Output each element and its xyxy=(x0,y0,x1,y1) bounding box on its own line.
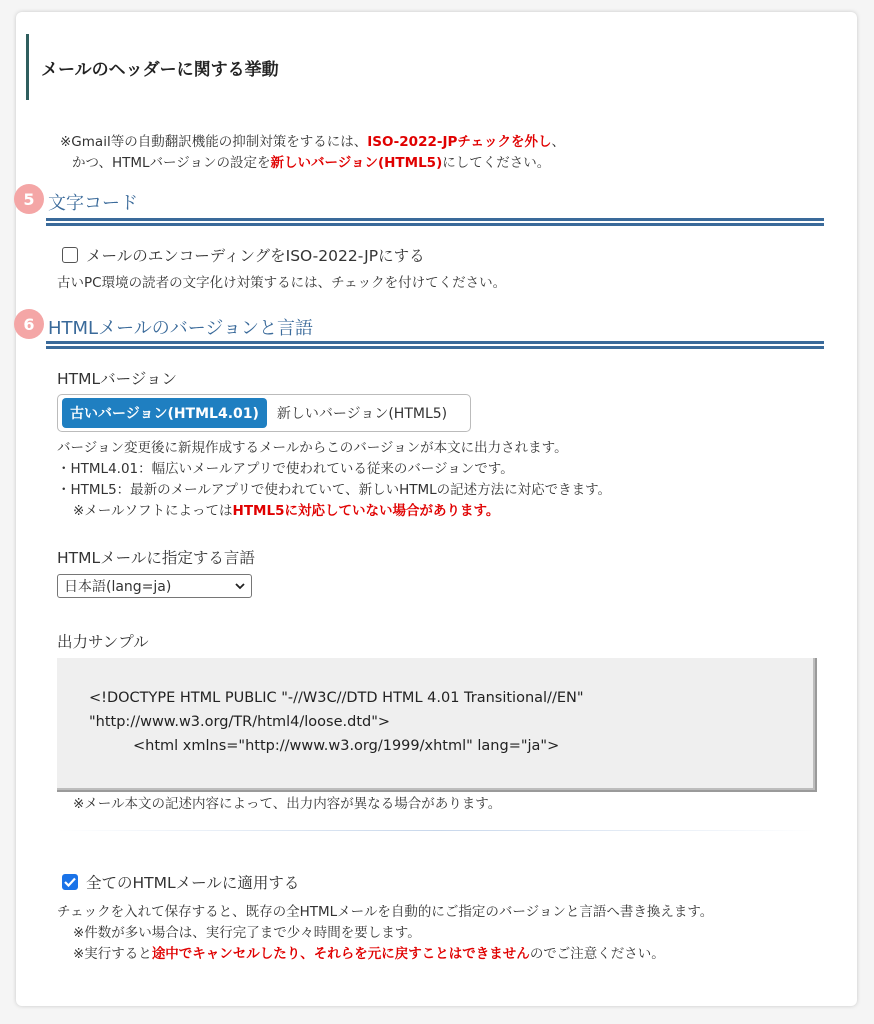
version-desc-4 xyxy=(57,501,611,522)
encoding-title: 文字コード xyxy=(48,193,138,214)
version-desc-4-prefix: ※メールソフトによっては xyxy=(73,503,233,519)
apply-all-desc-3-red: 途中でキャンセルしたり、それらを元に戻すことはできません xyxy=(151,946,530,962)
html-section-divider xyxy=(46,341,824,349)
apply-all-desc-3 xyxy=(57,944,713,965)
encoding-checkbox-label[interactable]: メールのエンコーディングをISO-2022-JPにする xyxy=(86,247,425,265)
html-section-title: HTMLメールのバージョンと言語 xyxy=(48,318,314,339)
encoding-help: 古いPC環境の読者の文字化け対策するには、チェックを付けてください。 xyxy=(57,275,507,291)
sample-line-3: <html xmlns="http://www.w3.org/1999/xhtml" lang="ja"> xyxy=(133,738,560,754)
version-option-html401[interactable]: 古いバージョン(HTML4.01) xyxy=(62,398,267,428)
step-6-number: 6 xyxy=(23,314,35,334)
apply-all-description xyxy=(57,902,713,965)
sample-code-box xyxy=(57,658,817,792)
notice-line2-suffix: にしてください。 xyxy=(442,155,551,171)
notice-line2-prefix: かつ、HTMLバージョンの設定を xyxy=(72,155,271,171)
encoding-divider xyxy=(46,218,824,226)
version-desc-2: ・HTML4.01：幅広いメールアプリで使われている従来のバージョンです。 xyxy=(57,461,514,477)
encoding-checkbox[interactable] xyxy=(62,247,78,263)
notice-text xyxy=(60,132,565,174)
apply-all-desc-3-suffix: のでご注意ください。 xyxy=(529,946,665,962)
sample-line-2: "http://www.w3.org/TR/html4/loose.dtd"> xyxy=(89,714,391,730)
section-title xyxy=(26,34,279,100)
chevron-down-icon xyxy=(235,578,245,594)
html-version-toggle xyxy=(57,394,471,432)
notice-line1-suffix: 、 xyxy=(551,134,565,150)
apply-all-desc-1: チェックを入れて保存すると、既存の全HTMLメールを自動的にご指定のバージョンと言語へ書き換えます。 xyxy=(57,904,714,920)
check-icon xyxy=(64,877,76,887)
section-title-text: メールのヘッダーに関する挙動 xyxy=(41,59,279,80)
version-desc-4-red: HTML5に対応していない場合があります。 xyxy=(232,503,500,519)
step-6-badge xyxy=(14,309,44,339)
notice-line1-red: ISO-2022-JPチェックを外し xyxy=(367,134,552,150)
lang-select[interactable] xyxy=(57,574,252,598)
sample-note: ※メール本文の記述内容によって、出力内容が異なる場合があります。 xyxy=(73,796,502,812)
step-5-number: 5 xyxy=(23,189,35,209)
section-separator xyxy=(57,830,817,831)
version-description xyxy=(57,438,611,522)
notice-line1-prefix: ※Gmail等の自動翻訳機能の抑制対策をするには、 xyxy=(60,134,368,150)
step-5-badge xyxy=(14,184,44,214)
apply-all-label[interactable]: 全てのHTMLメールに適用する xyxy=(86,874,300,892)
apply-all-desc-2: ※件数が多い場合は、実行完了まで少々時間を要します。 xyxy=(73,925,421,941)
lang-label: HTMLメールに指定する言語 xyxy=(57,549,255,567)
version-desc-1: バージョン変更後に新規作成するメールからこのバージョンが本文に出力されます。 xyxy=(57,440,568,456)
sample-label: 出力サンプル xyxy=(57,633,149,651)
apply-all-checkbox-row[interactable] xyxy=(62,871,299,893)
version-option-html5[interactable]: 新しいバージョン(HTML5) xyxy=(276,406,448,422)
apply-all-desc-3-prefix: ※実行すると xyxy=(73,946,152,962)
apply-all-checkbox[interactable] xyxy=(62,874,78,890)
encoding-checkbox-row[interactable] xyxy=(62,244,425,266)
lang-select-value: 日本語(lang=ja) xyxy=(64,579,172,595)
sample-line-1: <!DOCTYPE HTML PUBLIC "-//W3C//DTD HTML 4.01 Transitional//EN" xyxy=(89,690,584,706)
notice-line2-red: 新しいバージョン(HTML5) xyxy=(270,155,443,171)
html-version-label: HTMLバージョン xyxy=(57,370,178,388)
version-desc-3: ・HTML5：最新のメールアプリで使われていて、新しいHTMLの記述方法に対応できます。 xyxy=(57,482,612,498)
